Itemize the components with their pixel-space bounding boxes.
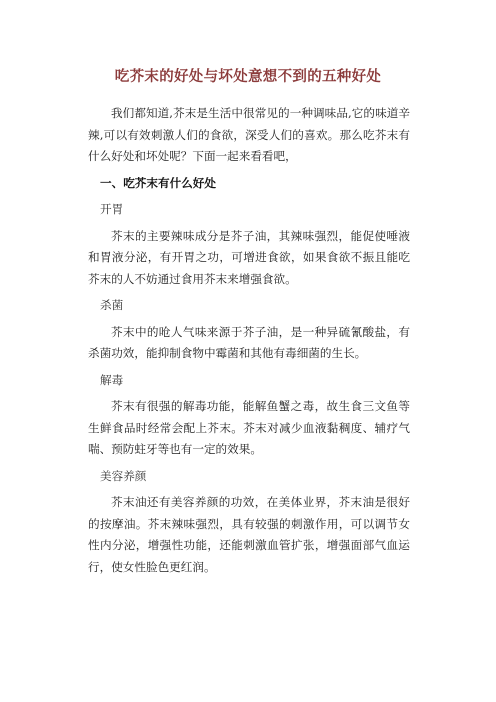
paragraph-beauty: 芥末油还有美容养颜的功效，在美体业界，芥末油是很好的按摩油。芥末辣味强烈，具有较强的刺激作用，可以调节女性内分泌，增强性功能，还能刺激血管扩张，增强面部气血运行，使女性脸色更红润。 xyxy=(88,495,410,574)
intro-paragraph: 我们都知道,芥末是生活中很常见的一种调味品,它的味道辛辣,可以有效刺激人们的食欲，深受人们的喜欢。那么吃芥末有什么好处和坏处呢？下面一起来看看吧， xyxy=(88,106,410,163)
paragraph-detox: 芥末有很强的解毒功能，能解鱼蟹之毒，故生食三文鱼等生鲜食品时经常会配上芥末。芥末对减少血液黏稠度、辅疗气喘、预防蛀牙等也有一定的效果。 xyxy=(88,399,410,456)
subheading-detox: 解毒 xyxy=(100,372,124,387)
paragraph-antibacterial: 芥末中的呛人气味来源于芥子油，是一种异硫氰酸盐，有杀菌功效，能抑制食物中霉菌和其他有毒细菌的生长。 xyxy=(88,324,410,360)
page-title: 吃芥末的好处与坏处意想不到的五种好处 xyxy=(114,69,382,85)
subheading-antibacterial: 杀菌 xyxy=(100,298,124,312)
subheading-beauty: 美容养颜 xyxy=(100,468,147,483)
subheading-appetite: 开胃 xyxy=(100,202,124,216)
paragraph-appetite: 芥末的主要辣味成分是芥子油，其辣味强烈，能促使唾液和胃液分泌，有开胃之功，可增进食欲，如果食欲不振且能吃芥末的人不妨通过食用芥末来增强食欲。 xyxy=(88,228,410,286)
article-body xyxy=(88,103,410,578)
section-heading: 一、吃芥末有什么好处 xyxy=(100,175,216,190)
